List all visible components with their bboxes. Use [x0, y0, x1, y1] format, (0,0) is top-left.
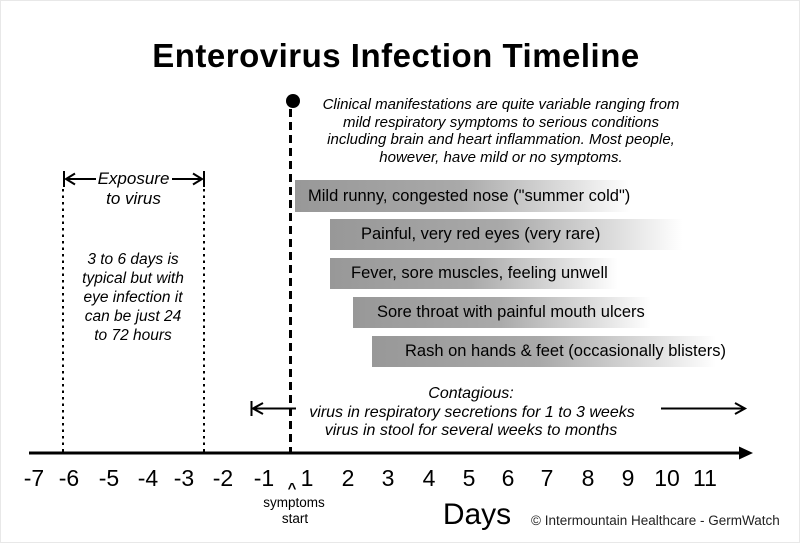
symptom-bar — [330, 258, 643, 289]
copyright-credit: © Intermountain Healthcare - GermWatch — [531, 513, 780, 528]
days-axis — [29, 445, 756, 461]
contagious-heading: Contagious: — [428, 385, 514, 402]
axis-tick: -3 — [173, 465, 195, 491]
axis-tick: 2 — [341, 465, 355, 491]
axis-unit-label: Days — [442, 498, 512, 531]
axis-tick: -4 — [137, 465, 159, 491]
symptom-bar-label: Rash on hands & feet (occasionally blisters) — [405, 342, 726, 360]
axis-tick: 9 — [621, 465, 635, 491]
axis-tick: -2 — [212, 465, 234, 491]
symptom-bar-label: Painful, very red eyes (very rare) — [361, 225, 601, 243]
exposure-duration-note — [53, 250, 213, 345]
clinical-note-line: however, have mild or no symptoms. — [379, 148, 623, 166]
timeline-origin-dot — [286, 94, 300, 108]
axis-tick: 7 — [540, 465, 554, 491]
exposure-note-line: 3 to 6 days is — [87, 251, 179, 268]
exposure-label — [63, 169, 204, 209]
symptom-bar-label: Mild runny, congested nose ("summer cold") — [308, 186, 631, 205]
exposure-note-line: can be just 24 — [84, 308, 182, 325]
clinical-note-line: Clinical manifestations are quite variable ranging from — [322, 96, 680, 113]
axis-tick: 1 — [300, 465, 314, 491]
clinical-note-line: mild respiratory symptoms to serious conditions — [343, 113, 659, 131]
axis-tick: 10 — [654, 465, 680, 491]
axis-tick: -1 — [253, 465, 275, 491]
axis-tick: 11 — [693, 465, 717, 491]
symptom-bar — [295, 180, 660, 212]
symptom-bar — [353, 297, 677, 328]
symptom-bar — [330, 219, 713, 250]
axis-tick: 4 — [422, 465, 436, 491]
axis-tick: 5 — [462, 465, 476, 491]
clinical-note — [301, 96, 701, 166]
symptom-bar — [372, 336, 746, 367]
axis-tick: 8 — [581, 465, 595, 491]
exposure-label-line: to virus — [106, 189, 161, 208]
symptoms-start-label: symptoms — [263, 495, 325, 510]
contagious-stool-text: virus in stool for several weeks to months — [324, 422, 618, 439]
axis-tick: -6 — [58, 465, 80, 491]
symptom-bar-label: Fever, sore muscles, feeling unwell — [351, 264, 608, 282]
axis-tick: 3 — [381, 465, 395, 491]
contagious-respiratory-text: virus in respiratory secretions for 1 to 3 weeks — [296, 404, 648, 422]
axis-tick: 6 — [501, 465, 515, 491]
symptom-bar-label: Sore throat with painful mouth ulcers — [377, 303, 645, 321]
exposure-note-line: typical but with — [82, 270, 184, 287]
clinical-note-line: including brain and heart inflammation. Most people, — [327, 131, 675, 148]
axis-tick: -7 — [23, 465, 45, 491]
exposure-note-line: eye infection it — [83, 289, 183, 306]
symptoms-start-label: start — [281, 511, 309, 526]
exposure-note-line: to 72 hours — [94, 327, 172, 344]
symptoms-start-caret-icon: ^ — [287, 480, 297, 497]
axis-tick: -5 — [98, 465, 120, 491]
page-title: Enterovirus Infection Timeline — [152, 37, 640, 74]
exposure-label-line: Exposure — [97, 169, 170, 188]
